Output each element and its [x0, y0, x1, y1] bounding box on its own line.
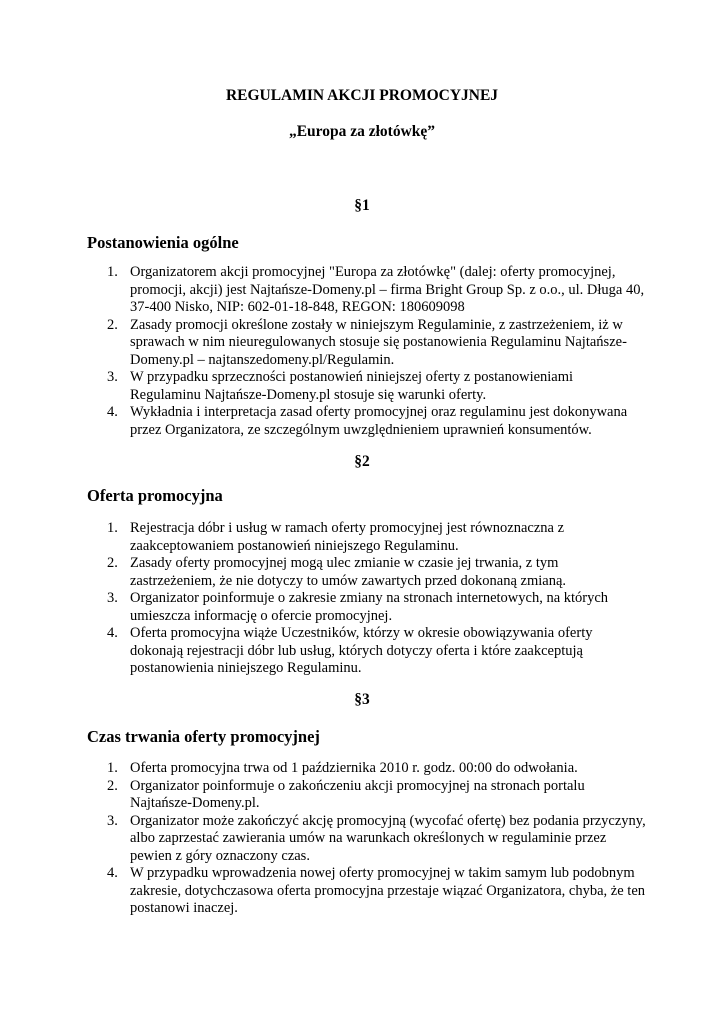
section-list	[87, 264, 647, 439]
item-number: 1.	[107, 520, 118, 536]
list-item	[87, 865, 647, 918]
item-text: Organizator poinformuje o zakresie zmiany na stronach internetowych, na których umieszcza informację o ofercie promocyjnej.	[130, 590, 609, 624]
item-text: Rejestracja dóbr i usług w ramach oferty promocyjnej jest równoznaczna z zaakceptowaniem postanowień niniejszego Regulaminu.	[130, 520, 565, 554]
item-text: Organizator poinformuje o zakończeniu akcji promocyjnej na stronach portalu Najtańsze-Domeny.pl.	[130, 777, 585, 811]
item-number: 3.	[107, 590, 118, 606]
item-text: Oferta promocyjna wiąże Uczestników, którzy w okresie obowiązywania oferty dokonają rejestracji dóbr lub usług, których dotyczy oferta i które zaakceptują postanowienia niniejszego Regulaminu.	[130, 625, 593, 676]
item-number: 2.	[107, 555, 118, 571]
list-item	[87, 760, 647, 778]
list-item	[87, 369, 647, 404]
section-heading: Oferta promocyjna	[87, 486, 223, 505]
document-title: REGULAMIN AKCJI PROMOCYJNEJ	[225, 87, 499, 104]
list-item	[87, 590, 647, 625]
item-text: Wykładnia i interpretacja zasad oferty promocyjnej oraz regulaminu jest dokonywana przez Organizatora, ze szczególnym uwzględnieniem uprawnień konsumentów.	[130, 404, 628, 438]
section-list	[87, 760, 647, 918]
item-text: W przypadku sprzeczności postanowień niniejszej oferty z postanowieniami Regulaminu Najtańsze-Domeny.pl stosuje się warunki oferty.	[130, 369, 574, 403]
item-text: Zasady oferty promocyjnej mogą ulec zmianie w czasie jej trwania, z tym zastrzeżeniem, że nie dotyczy to umów zawartych przed dokonaną zmianą.	[130, 555, 567, 589]
item-number: 4.	[107, 865, 118, 881]
list-item	[87, 520, 647, 555]
item-number: 3.	[107, 369, 118, 385]
item-text: Organizatorem akcji promocyjnej "Europa za złotówkę" (dalej: oferty promocyjnej, promocji, akcji) jest Najtańsze-Domeny.pl – firma Bright Group Sp. z o.o., ul. Długa 40, 37-400 Nisko, NIP: 602-01-18-848, REGON: 180609098	[130, 264, 645, 315]
item-number: 1.	[107, 760, 118, 776]
list-item	[87, 404, 647, 439]
item-text: Oferta promocyjna trwa od 1 października 2010 r. godz. 00:00 do odwołania.	[130, 760, 578, 776]
list-item	[87, 813, 647, 866]
item-number: 2.	[107, 777, 118, 794]
item-text: Organizator może zakończyć akcję promocyjną (wycofać ofertę) bez podania przyczyny, albo zaprzestać zawierania umów na warunkach określonych w regulaminie przez pewien z góry oznaczony czas.	[130, 812, 646, 864]
item-number: 4.	[107, 404, 118, 420]
section-heading: Czas trwania oferty promocyjnej	[87, 727, 320, 746]
section-mark: §1	[354, 197, 370, 214]
item-text: Zasady promocji określone zostały w niniejszym Regulaminie, z zastrzeżeniem, iż w sprawach w nim nieuregulowanych stosuje się postanowienia Regulaminu Najtańsze-Domeny.pl – najtanszedomeny.pl/Regulamin.	[130, 316, 627, 368]
list-item	[87, 264, 647, 317]
list-item	[87, 317, 647, 370]
section-heading: Postanowienia ogólne	[87, 233, 239, 252]
item-text: W przypadku wprowadzenia nowej oferty promocyjnej w takim samym lub podobnym zakresie, dotychczasowa oferta promocyjna przestaje wiązać Organizatora, chyba, że ten postanowi inaczej.	[130, 865, 646, 916]
list-item	[87, 778, 647, 813]
section-mark: §2	[354, 453, 370, 470]
section-list	[87, 520, 647, 678]
item-number: 4.	[107, 625, 118, 641]
document-subtitle: „Europa za złotówkę”	[288, 123, 436, 140]
list-item	[87, 555, 647, 590]
item-number: 1.	[107, 264, 118, 280]
item-number: 2.	[107, 316, 118, 333]
item-number: 3.	[107, 812, 118, 829]
list-item	[87, 625, 647, 678]
section-mark: §3	[354, 691, 370, 708]
